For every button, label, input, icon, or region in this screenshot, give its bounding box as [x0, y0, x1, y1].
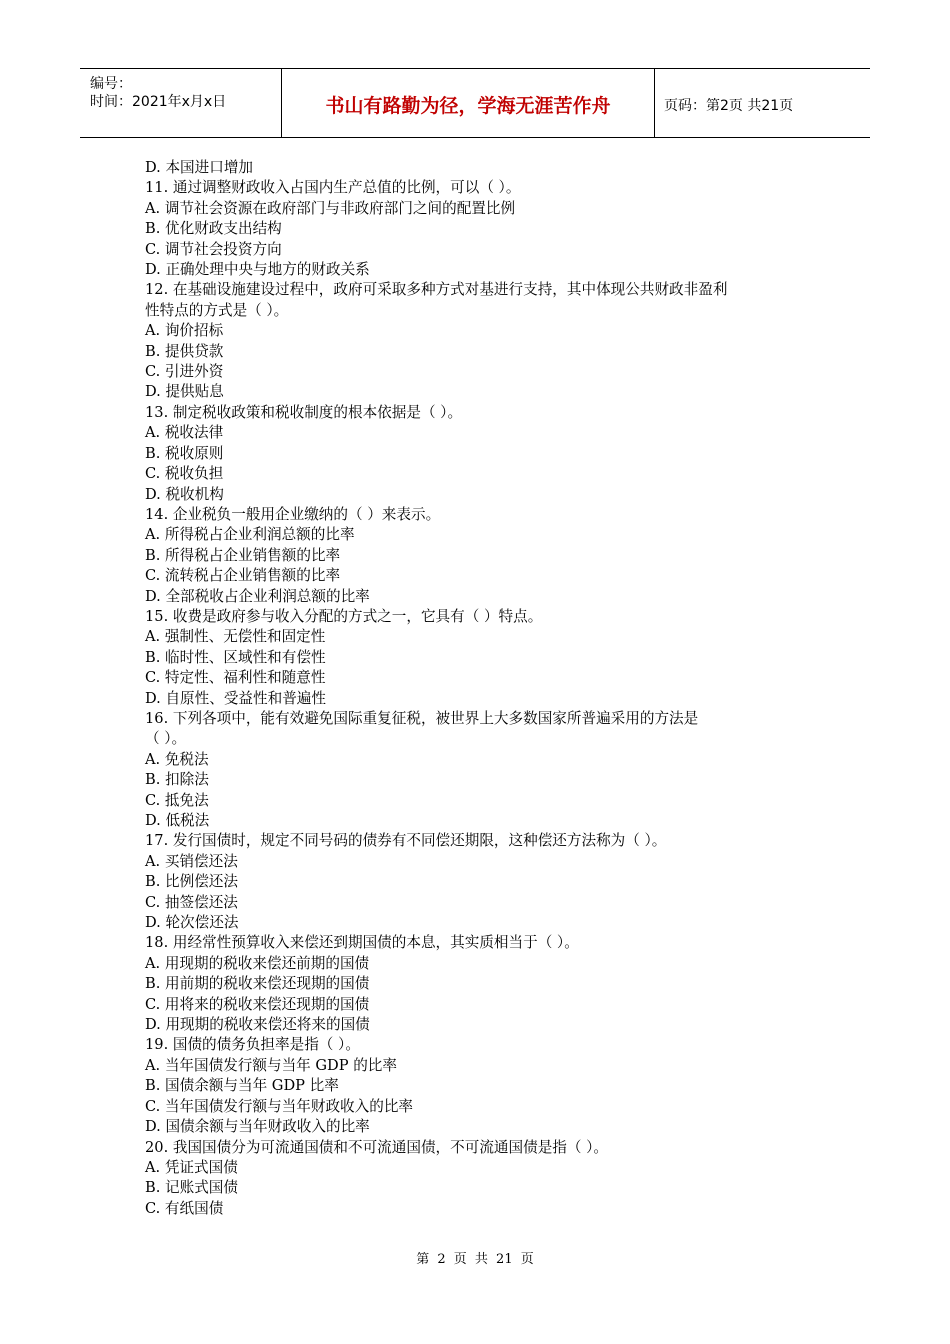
- page-footer: 第 2 页 共 21 页: [416, 1252, 534, 1267]
- text-line: B. 税收原则: [145, 444, 224, 462]
- text-line: A. 当年国债发行额与当年 GDP 的比率: [145, 1056, 397, 1074]
- text-line: C. 税收负担: [145, 465, 224, 483]
- text-line: 17. 发行国债时，规定不同号码的债券有不同偿还期限，这种偿还方法称为（ ）。: [145, 832, 667, 850]
- text-line: 15. 收费是政府参与收入分配的方式之一，它具有（ ）特点。: [145, 607, 543, 625]
- header-left-cell: [80, 69, 280, 137]
- text-line: 20. 我国国债分为可流通国债和不可流通国债，不可流通国债是指（ ）。: [145, 1138, 609, 1156]
- text-line: A. 税收法律: [145, 424, 224, 442]
- text-line: D. 低税法: [145, 812, 210, 829]
- text-line: C. 调节社会投资方向: [145, 240, 282, 258]
- text-line: B. 用前期的税收来偿还现期的国债: [145, 975, 370, 993]
- motto-text: 书山有路勤为径，学海无涯苦作舟: [325, 95, 611, 117]
- text-line: B. 优化财政支出结构: [145, 220, 282, 238]
- header-page-cell: [654, 69, 870, 137]
- text-line: 11. 通过调整财政收入占国内生产总值的比例，可以（ ）。: [145, 179, 521, 197]
- text-line: A. 用现期的税收来偿还前期的国债: [145, 954, 370, 972]
- text-line: C. 抽签偿还法: [145, 893, 238, 911]
- page-header: [80, 68, 870, 138]
- text-line: D. 税收机构: [145, 485, 224, 503]
- text-line: C. 用将来的税收来偿还现期的国债: [145, 995, 370, 1013]
- text-line: D. 国债余额与当年财政收入的比率: [145, 1118, 370, 1136]
- text-line: A. 免税法: [145, 750, 209, 768]
- text-line: B. 记账式国债: [145, 1179, 238, 1197]
- text-line: 16. 下列各项中，能有效避免国际重复征税，被世界上大多数国家所普遍采用的方法是: [145, 709, 699, 727]
- text-line: D. 自原性、受益性和普遍性: [145, 689, 326, 707]
- text-line: 性特点的方式是（ ）。: [145, 301, 289, 319]
- text-line: B. 临时性、区域性和有偿性: [145, 648, 326, 666]
- text-line: A. 买销偿还法: [145, 852, 238, 870]
- text-line: C. 流转税占企业销售额的比率: [145, 567, 341, 585]
- time-label: 时间：2021年x月x日: [90, 94, 227, 110]
- text-line: B. 比例偿还法: [145, 873, 238, 891]
- text-line: （ ）。: [145, 730, 187, 748]
- text-line: D. 用现期的税收来偿还将来的国债: [145, 1016, 370, 1034]
- text-line: 14. 企业税负一般用企业缴纳的（ ）来表示。: [145, 505, 441, 523]
- text-line: D. 轮次偿还法: [145, 914, 239, 932]
- text-line: D. 提供贴息: [145, 383, 224, 401]
- text-line: D. 正确处理中央与地方的财政关系: [145, 261, 370, 279]
- text-line: 19. 国债的债务负担率是指（ ）。: [145, 1036, 360, 1054]
- text-line: 13. 制定税收政策和税收制度的根本依据是（ ）。: [145, 403, 463, 421]
- number-label: 编号：: [90, 76, 132, 92]
- page-info: 页码：第2页 共21页: [664, 98, 794, 114]
- text-line: B. 提供贷款: [145, 342, 224, 360]
- text-line: A. 询价招标: [145, 322, 224, 340]
- question-content: [145, 158, 815, 1219]
- text-line: A. 强制性、无偿性和固定性: [145, 628, 326, 646]
- header-motto-cell: [281, 69, 655, 137]
- text-line: B. 国债余额与当年 GDP 比率: [145, 1077, 339, 1095]
- text-line: C. 当年国债发行额与当年财政收入的比率: [145, 1097, 414, 1115]
- text-line: C. 抵免法: [145, 791, 209, 809]
- text-line: A. 所得税占企业利润总额的比率: [145, 526, 355, 544]
- text-line: D. 全部税收占企业利润总额的比率: [145, 587, 370, 605]
- text-line: C. 特定性、福利性和随意性: [145, 669, 326, 687]
- text-line: C. 引进外资: [145, 363, 224, 381]
- text-line: C. 有纸国债: [145, 1199, 224, 1217]
- text-line: A. 调节社会资源在政府部门与非政府部门之间的配置比例: [145, 199, 516, 217]
- text-line: A. 凭证式国债: [145, 1158, 238, 1176]
- text-line: 18. 用经常性预算收入来偿还到期国债的本息，其实质相当于（ ）。: [145, 934, 579, 952]
- text-line: B. 所得税占企业销售额的比率: [145, 546, 341, 564]
- text-line: B. 扣除法: [145, 771, 209, 789]
- text-line: D. 本国进口增加: [145, 159, 254, 176]
- text-line: 12. 在基础设施建设过程中，政府可采取多种方式对基进行支持，其中体现公共财政非盈利: [145, 281, 728, 299]
